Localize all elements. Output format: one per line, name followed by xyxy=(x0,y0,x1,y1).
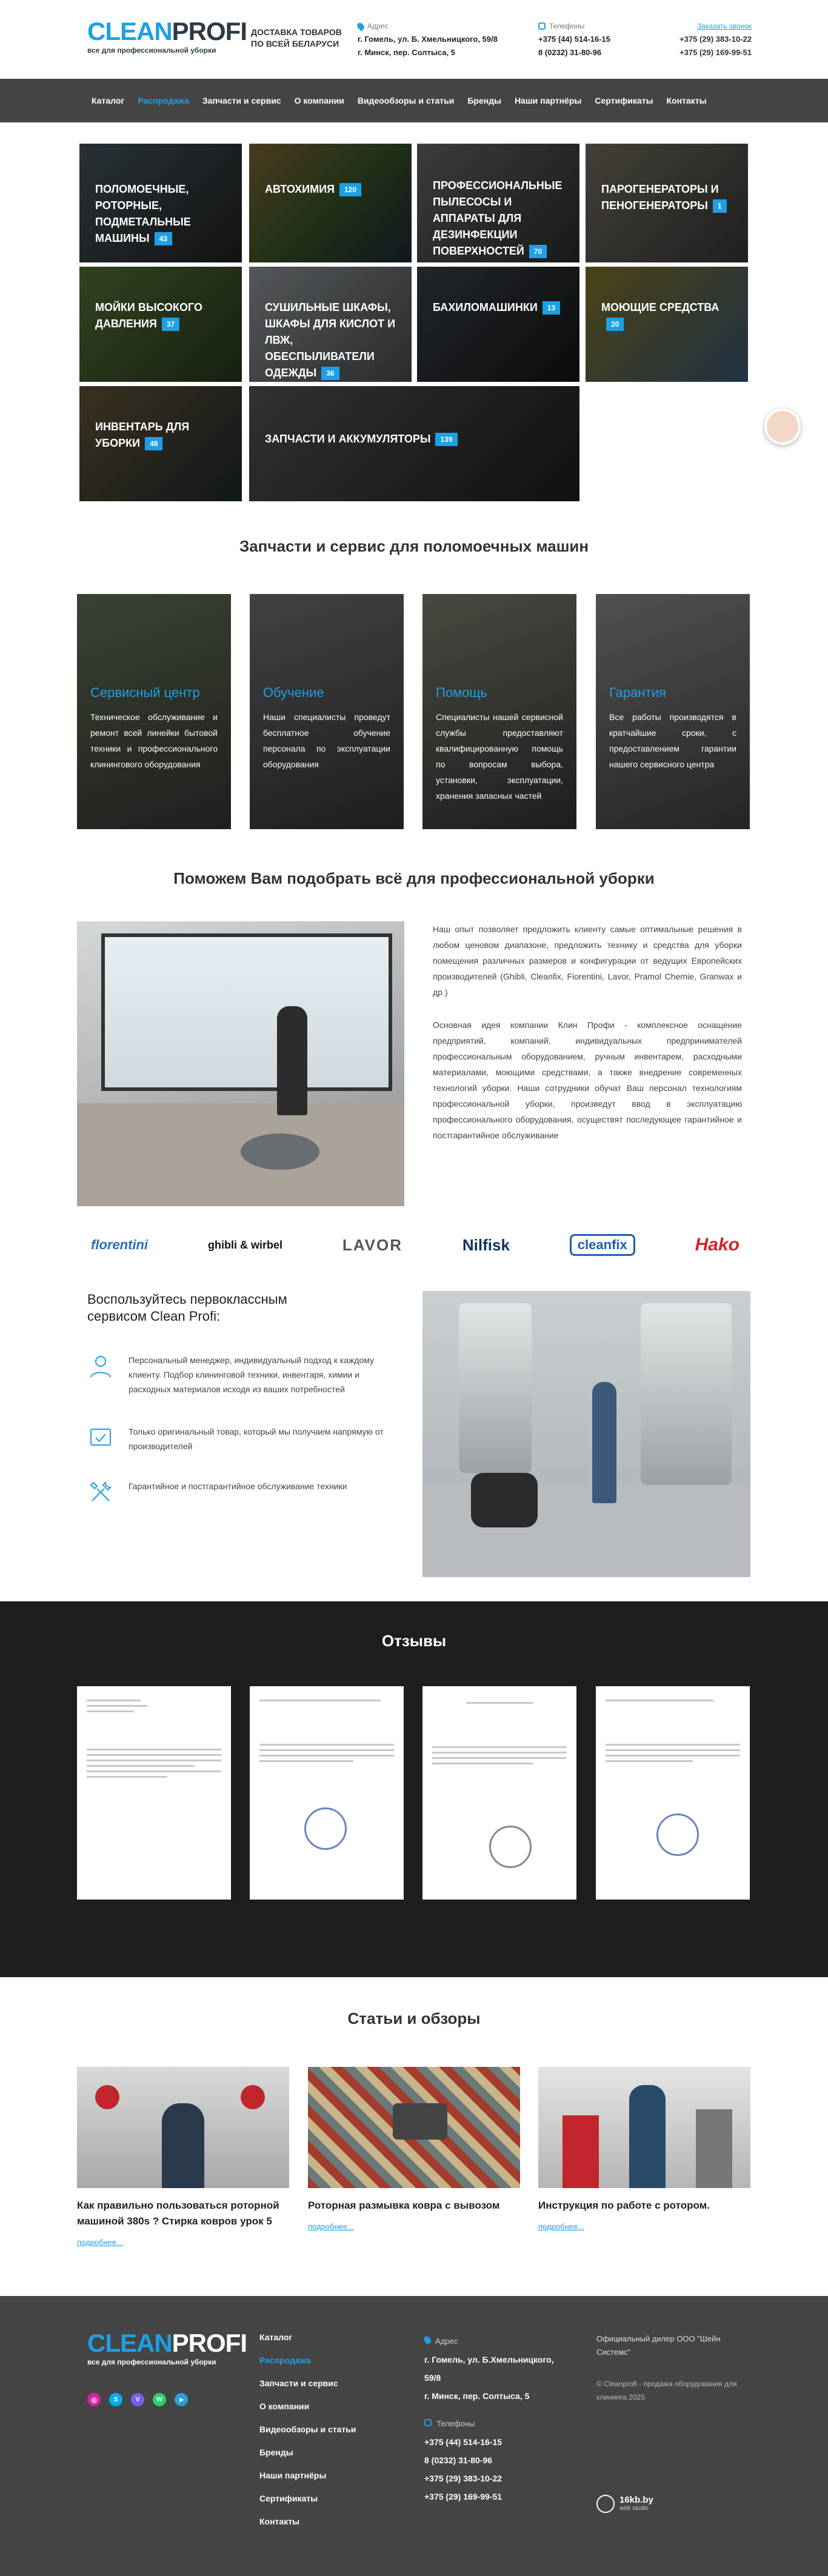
skype-icon[interactable]: S xyxy=(109,2393,122,2406)
logo-clean: CLEAN xyxy=(87,17,172,45)
social-links xyxy=(87,2393,188,2406)
footer xyxy=(0,2296,828,2576)
article-image xyxy=(308,2067,520,2188)
phone-1[interactable]: +375 (44) 514-16-15 xyxy=(538,35,610,44)
footer-nav-brands[interactable]: Бренды xyxy=(259,2448,293,2457)
nav-brands[interactable]: Бренды xyxy=(467,96,502,105)
reviews-section xyxy=(0,1601,828,1977)
developer-logo-icon xyxy=(596,2495,615,2513)
header-address xyxy=(358,19,498,59)
brand-logos xyxy=(91,1234,740,1256)
header xyxy=(0,0,828,79)
nav-sale[interactable]: Распродажа xyxy=(138,96,189,105)
category-title: БАХИЛОМАШИНКИ xyxy=(433,301,538,313)
footer-address-2: г. Минск, пер. Солтыса, 5 xyxy=(424,2391,530,2401)
whatsapp-icon[interactable]: W xyxy=(153,2393,166,2406)
main-nav xyxy=(0,79,828,122)
service-title: Гарантия xyxy=(609,685,666,700)
category-tile[interactable] xyxy=(249,386,579,501)
footer-phone-4[interactable]: +375 (29) 169-99-51 xyxy=(424,2492,502,2501)
callback-link[interactable]: Заказать звонок xyxy=(697,22,752,30)
footer-logo-profi: PROFI xyxy=(172,2329,247,2357)
category-count: 48 xyxy=(145,437,162,450)
service-text: Наши специалисты проведут бесплатное обучение персонала по эксплуатации оборудования xyxy=(263,712,390,769)
benefit-item xyxy=(87,1424,402,1453)
brand-logo[interactable]: LAVOR xyxy=(342,1235,402,1254)
footer-info xyxy=(596,2332,754,2513)
reviews-title: Отзывы xyxy=(381,1632,447,1650)
benefit-item xyxy=(87,1353,402,1396)
service-card[interactable] xyxy=(250,594,404,829)
category-count: 37 xyxy=(162,318,179,331)
category-title: ЗАПЧАСТИ И АККУМУЛЯТОРЫ xyxy=(265,433,431,445)
help-paragraph-1: Наш опыт позволяет предложить клиенту самые оптимальные решения в любом ценовом диапазоне, предложить технику и средства для уборки помещения различных размеров и конфигурации от ведущих Европейских производителей (Ghibli, Cleanfix, Fiorentini, Lavor, Pramol Chemie, Granwax и др.) xyxy=(433,924,742,997)
footer-phones-label: Телефоны xyxy=(436,2419,475,2428)
nav-parts-service[interactable]: Запчасти и сервис xyxy=(202,96,281,105)
brand-logo[interactable]: Nilfisk xyxy=(462,1235,510,1254)
delivery-text: ДОСТАВКА ТОВАРОВ ПО ВСЕЙ БЕЛАРУСИ xyxy=(251,27,342,48)
category-count: 139 xyxy=(435,433,457,446)
phone-icon xyxy=(538,22,546,30)
footer-menu xyxy=(259,2332,356,2540)
nav-catalog[interactable]: Каталог xyxy=(92,96,125,105)
address-label: Адрес xyxy=(367,22,389,30)
category-tile[interactable] xyxy=(79,386,242,501)
category-title: ПОЛОМОЕЧНЫЕ, РОТОРНЫЕ, ПОДМЕТАЛЬНЫЕ МАШИНЫ xyxy=(95,183,191,244)
service-title: Сервисный центр xyxy=(90,685,200,700)
address-1: г. Гомель, ул. Б. Хмельницкого, 59/8 xyxy=(358,35,498,44)
category-count: 20 xyxy=(606,318,624,331)
footer-nav-sale[interactable]: Распродажа xyxy=(259,2355,311,2365)
category-title: МОЮЩИЕ СРЕДСТВА xyxy=(601,301,719,313)
footer-address-label: Адрес xyxy=(435,2337,458,2346)
logo-subtitle: все для профессиональной уборки xyxy=(87,46,216,55)
footer-address-1: г. Гомель, ул. Б.Хмельницкого, xyxy=(424,2355,554,2364)
service-card[interactable] xyxy=(596,594,750,829)
category-tile[interactable] xyxy=(249,267,412,382)
footer-nav-certificates[interactable]: Сертификаты xyxy=(259,2494,318,2503)
articles-title: Статьи и обзоры xyxy=(347,2009,481,2027)
phone-2[interactable]: 8 (0232) 31-80-96 xyxy=(538,48,602,57)
footer-phone-1[interactable]: +375 (44) 514-16-15 xyxy=(424,2437,502,2447)
footer-nav-videos[interactable]: Видеообзоры и статьи xyxy=(259,2424,356,2434)
nav-partners[interactable]: Наши партнёры xyxy=(515,96,582,105)
category-title: МОЙКИ ВЫСОКОГО ДАВЛЕНИЯ xyxy=(95,301,202,330)
phones-label: Телефоны xyxy=(549,22,585,30)
help-image xyxy=(77,921,404,1206)
help-paragraph-2: Основная идея компании Клин Профи - комплексное оснащение предприятий, компаний, индивидуальных предпринимателей профессиональным оборудованием, ручным инвентарем, расходными материалами, моющими средствами, а также внедрение современных технологий уборки. Наши сотрудники обучат Ваш персонал технологиям профессиональной уборки, произведут ввод в эксплуатацию профессионального оборудования, осуществят последующее гарантийное и постгарантийное обслуживание xyxy=(433,1020,742,1140)
category-count: 36 xyxy=(321,367,339,380)
benefit-text: Персональный менеджер, индивидуальный подход к каждому клиенту. Подбор клининговой техники, инвентаря, химии и расходных материалов исходя из ваших потребностей xyxy=(129,1355,375,1394)
article-title: Роторная размывка ковра с вывозом xyxy=(308,2200,500,2211)
brand-logo[interactable]: cleanfix xyxy=(570,1234,635,1256)
category-count: 70 xyxy=(529,245,547,258)
services-title: Запчасти и сервис для поломоечных машин xyxy=(239,537,589,555)
footer-nav-parts-service[interactable]: Запчасти и сервис xyxy=(259,2378,338,2388)
category-tile[interactable] xyxy=(249,144,412,262)
manager-icon xyxy=(87,1353,114,1380)
telegram-icon[interactable]: ➤ xyxy=(175,2393,188,2406)
category-title: ПРОФЕССИОНАЛЬНЫЕ ПЫЛЕСОСЫ И АППАРАТЫ ДЛЯ ДЕЗИНФЕКЦИИ ПОВЕРХНОСТЕЙ xyxy=(433,179,563,257)
footer-nav-contacts[interactable]: Контакты xyxy=(259,2517,300,2526)
read-more-link[interactable]: подробнее... xyxy=(77,2238,123,2247)
location-icon xyxy=(356,21,366,31)
benefit-item xyxy=(87,1479,402,1506)
benefit-text: Гарантийное и постгарантийное обслуживание техники xyxy=(129,1481,347,1491)
category-count: 120 xyxy=(339,183,361,196)
address-2: г. Минск, пер. Солтыса, 5 xyxy=(358,48,456,57)
category-title: ПАРОГЕНЕРАТОРЫ И ПЕНОГЕНЕРАТОРЫ xyxy=(601,183,719,212)
category-title: ИНВЕНТАРЬ ДЛЯ УБОРКИ xyxy=(95,421,190,449)
review-letter[interactable] xyxy=(596,1686,750,1900)
service-card[interactable] xyxy=(422,594,576,829)
nav-videos[interactable]: Видеообзоры и статьи xyxy=(357,96,455,105)
article-image xyxy=(77,2067,289,2188)
chat-widget-avatar[interactable] xyxy=(764,409,801,445)
brand-logo[interactable]: ghibli & wirbel xyxy=(208,1238,283,1251)
article-image xyxy=(538,2067,750,2188)
brand-logo[interactable]: florentini xyxy=(91,1237,149,1252)
benefit-text: Только оригинальный товар, который мы получаем напрямую от производителей xyxy=(129,1427,384,1451)
category-tile[interactable] xyxy=(586,144,748,262)
footer-address-1b: 59/8 xyxy=(424,2373,441,2383)
read-more-link[interactable]: подробнее... xyxy=(538,2222,584,2231)
developer-sub: web studio xyxy=(619,2505,649,2512)
category-tile[interactable] xyxy=(417,267,579,382)
article-title: Инструкция по работе с ротором. xyxy=(538,2200,710,2211)
service-card[interactable] xyxy=(77,594,231,829)
category-tile[interactable] xyxy=(79,267,242,382)
category-count: 1 xyxy=(713,199,727,213)
category-count: 13 xyxy=(543,301,560,315)
review-letter[interactable] xyxy=(422,1686,576,1900)
review-letter[interactable] xyxy=(77,1686,231,1900)
read-more-link[interactable]: подробнее... xyxy=(308,2222,354,2231)
logo-profi: PROFI xyxy=(172,17,247,45)
benefits-title: Воспользуйтесь первоклассным сервисом Clean Profi: xyxy=(87,1292,287,1324)
service-text: Техническое обслуживание и ремонт всей линейки бытовой техники и профессионального клинингового оборудования xyxy=(90,712,218,769)
header-phones-2 xyxy=(673,19,752,59)
help-title: Поможем Вам подобрать всё для профессиональной уборки xyxy=(173,869,655,887)
category-title: СУШИЛЬНЫЕ ШКАФЫ, ШКАФЫ ДЛЯ КИСЛОТ И ЛВЖ, ОБЕСПЫЛИВАТЕЛИ ОДЕЖДЫ xyxy=(265,301,396,379)
footer-logo-subtitle: все для профессиональной уборки xyxy=(87,2358,216,2366)
footer-location-icon xyxy=(422,2335,432,2344)
nav-about[interactable]: О компании xyxy=(294,96,344,105)
dealer-text: Официальный дилер ООО "Шейн Системс" xyxy=(596,2334,721,2357)
footer-contacts xyxy=(424,2332,554,2506)
service-title: Помощь xyxy=(436,685,487,700)
help-text xyxy=(433,921,742,1160)
category-tile[interactable] xyxy=(586,267,748,382)
service-title: Обучение xyxy=(263,685,324,700)
footer-phone-icon xyxy=(424,2419,432,2426)
category-count: 43 xyxy=(155,232,172,245)
original-goods-icon xyxy=(87,1424,114,1451)
phone-4[interactable]: +375 (29) 169-99-51 xyxy=(679,48,752,57)
benefits-image xyxy=(422,1291,750,1577)
phone-3[interactable]: +375 (29) 383-10-22 xyxy=(679,35,752,44)
service-text: Специалисты нашей сервисной службы предоставляют квалифицированную помощь по вопросам выбора, установки, эксплуатации, хранения запасных частей xyxy=(436,712,563,801)
developer-link[interactable] xyxy=(596,2495,754,2513)
footer-phone-2[interactable]: 8 (0232) 31-80-96 xyxy=(424,2455,493,2465)
footer-phone-3[interactable]: +375 (29) 383-10-22 xyxy=(424,2474,502,2483)
category-tile[interactable] xyxy=(79,144,242,262)
footer-nav-partners[interactable]: Наши партнёры xyxy=(259,2471,327,2480)
copyright: © Cleanprofi - продажа оборудования для клининга 2025 xyxy=(596,2380,737,2401)
category-tile[interactable] xyxy=(417,144,579,262)
viber-icon[interactable]: V xyxy=(131,2393,144,2406)
service-text: Все работы производятся в кратчайшие сроки, с предоставлением гарантии нашего сервисного центра xyxy=(609,712,736,769)
instagram-icon[interactable]: ◎ xyxy=(87,2393,101,2406)
brand-logo[interactable]: Hako xyxy=(695,1235,740,1255)
footer-nav-catalog[interactable]: Каталог xyxy=(259,2332,293,2342)
nav-certificates[interactable]: Сертификаты xyxy=(595,96,653,105)
category-title: АВТОХИМИЯ xyxy=(265,183,335,195)
article-card[interactable] xyxy=(77,2067,289,2247)
article-title: Как правильно пользоваться роторной машиной 380s ? Стирка ковров урок 5 xyxy=(77,2200,279,2227)
article-card[interactable] xyxy=(538,2067,750,2231)
logo[interactable] xyxy=(87,18,247,55)
nav-contacts[interactable]: Контакты xyxy=(666,96,707,105)
header-phones xyxy=(538,19,610,59)
article-card[interactable] xyxy=(308,2067,520,2231)
footer-logo[interactable] xyxy=(87,2330,247,2366)
review-letter[interactable] xyxy=(250,1686,404,1900)
footer-nav-about[interactable]: О компании xyxy=(259,2401,310,2411)
footer-logo-clean: CLEAN xyxy=(87,2329,172,2357)
tools-icon xyxy=(87,1479,114,1506)
developer-name: 16kb.by xyxy=(619,2495,653,2505)
